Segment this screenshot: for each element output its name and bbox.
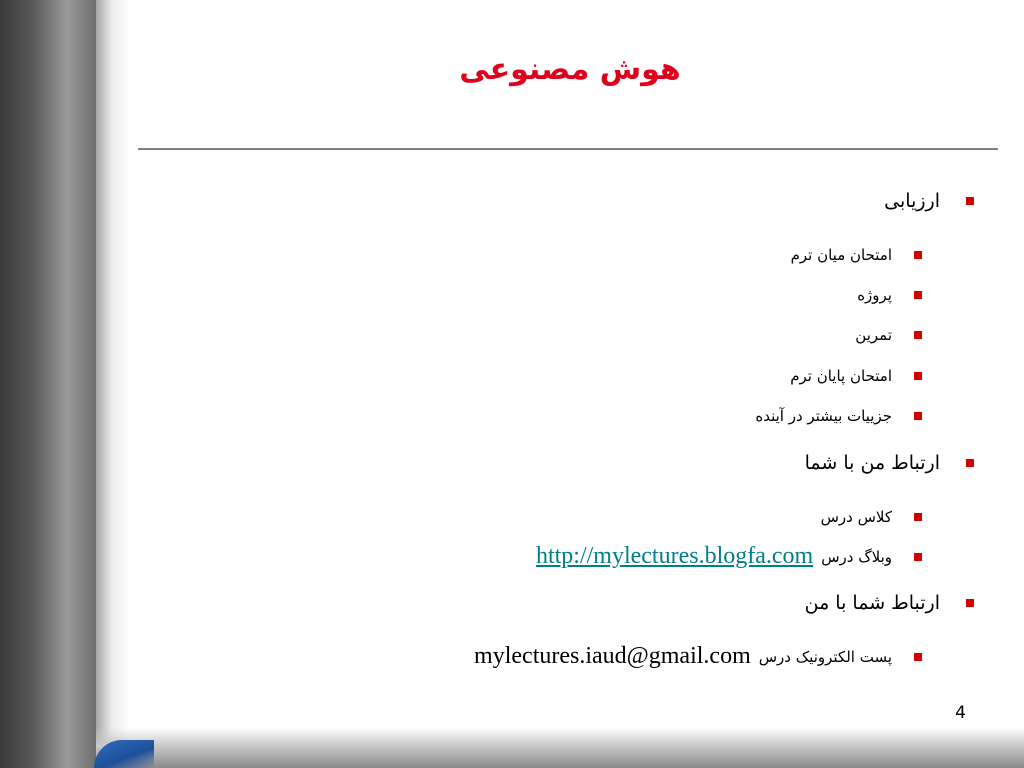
sub-bullet-email (474, 643, 922, 670)
bullet-text: جزییات بیشتر در آینده (755, 407, 892, 425)
square-bullet-icon (914, 372, 922, 380)
bullet-text: تمرین (855, 326, 892, 344)
bullet-text: ارتباط من با شما (804, 452, 940, 474)
bottom-decorative-bar (96, 728, 1024, 768)
square-bullet-icon (914, 412, 922, 420)
weblog-link[interactable]: http://mylectures.blogfa.com (535, 543, 814, 569)
bullet-text: ارزیابی (884, 190, 940, 212)
sub-bullet-details (755, 407, 922, 425)
bullet-evaluation (884, 190, 974, 212)
square-bullet-icon (914, 513, 922, 521)
sub-bullet-exercise (855, 326, 922, 344)
left-decorative-bar (0, 0, 96, 768)
title-divider (138, 148, 998, 150)
square-bullet-icon (914, 553, 922, 561)
square-bullet-icon (914, 291, 922, 299)
square-bullet-icon (914, 331, 922, 339)
square-bullet-icon (914, 653, 922, 661)
email-address: mylectures.iaud@gmail.com (474, 643, 751, 669)
square-bullet-icon (966, 459, 974, 467)
bullet-text: پست الکترونیک درس (758, 647, 892, 666)
bullet-text: ارتباط شما با من (804, 592, 940, 614)
bullet-text: کلاس درس (820, 508, 892, 526)
page-number: 4 (955, 703, 966, 723)
slide-title: هوش مصنوعی (459, 52, 681, 87)
left-bar-shadow (96, 0, 130, 768)
bullet-text: وبلاگ درس (821, 547, 892, 566)
square-bullet-icon (914, 251, 922, 259)
square-bullet-icon (966, 197, 974, 205)
bullet-text: امتحان پایان ترم (790, 367, 892, 385)
bullet-text: امتحان میان ترم (790, 246, 892, 264)
sub-bullet-project (857, 286, 922, 304)
sub-bullet-weblog (536, 543, 922, 570)
bullet-your-contact (805, 592, 974, 614)
sub-bullet-class (821, 508, 922, 526)
bullet-my-contact (805, 452, 974, 474)
square-bullet-icon (966, 599, 974, 607)
bullet-text: پروژه (857, 286, 892, 304)
sub-bullet-midterm (791, 246, 922, 264)
sub-bullet-final (790, 367, 922, 385)
